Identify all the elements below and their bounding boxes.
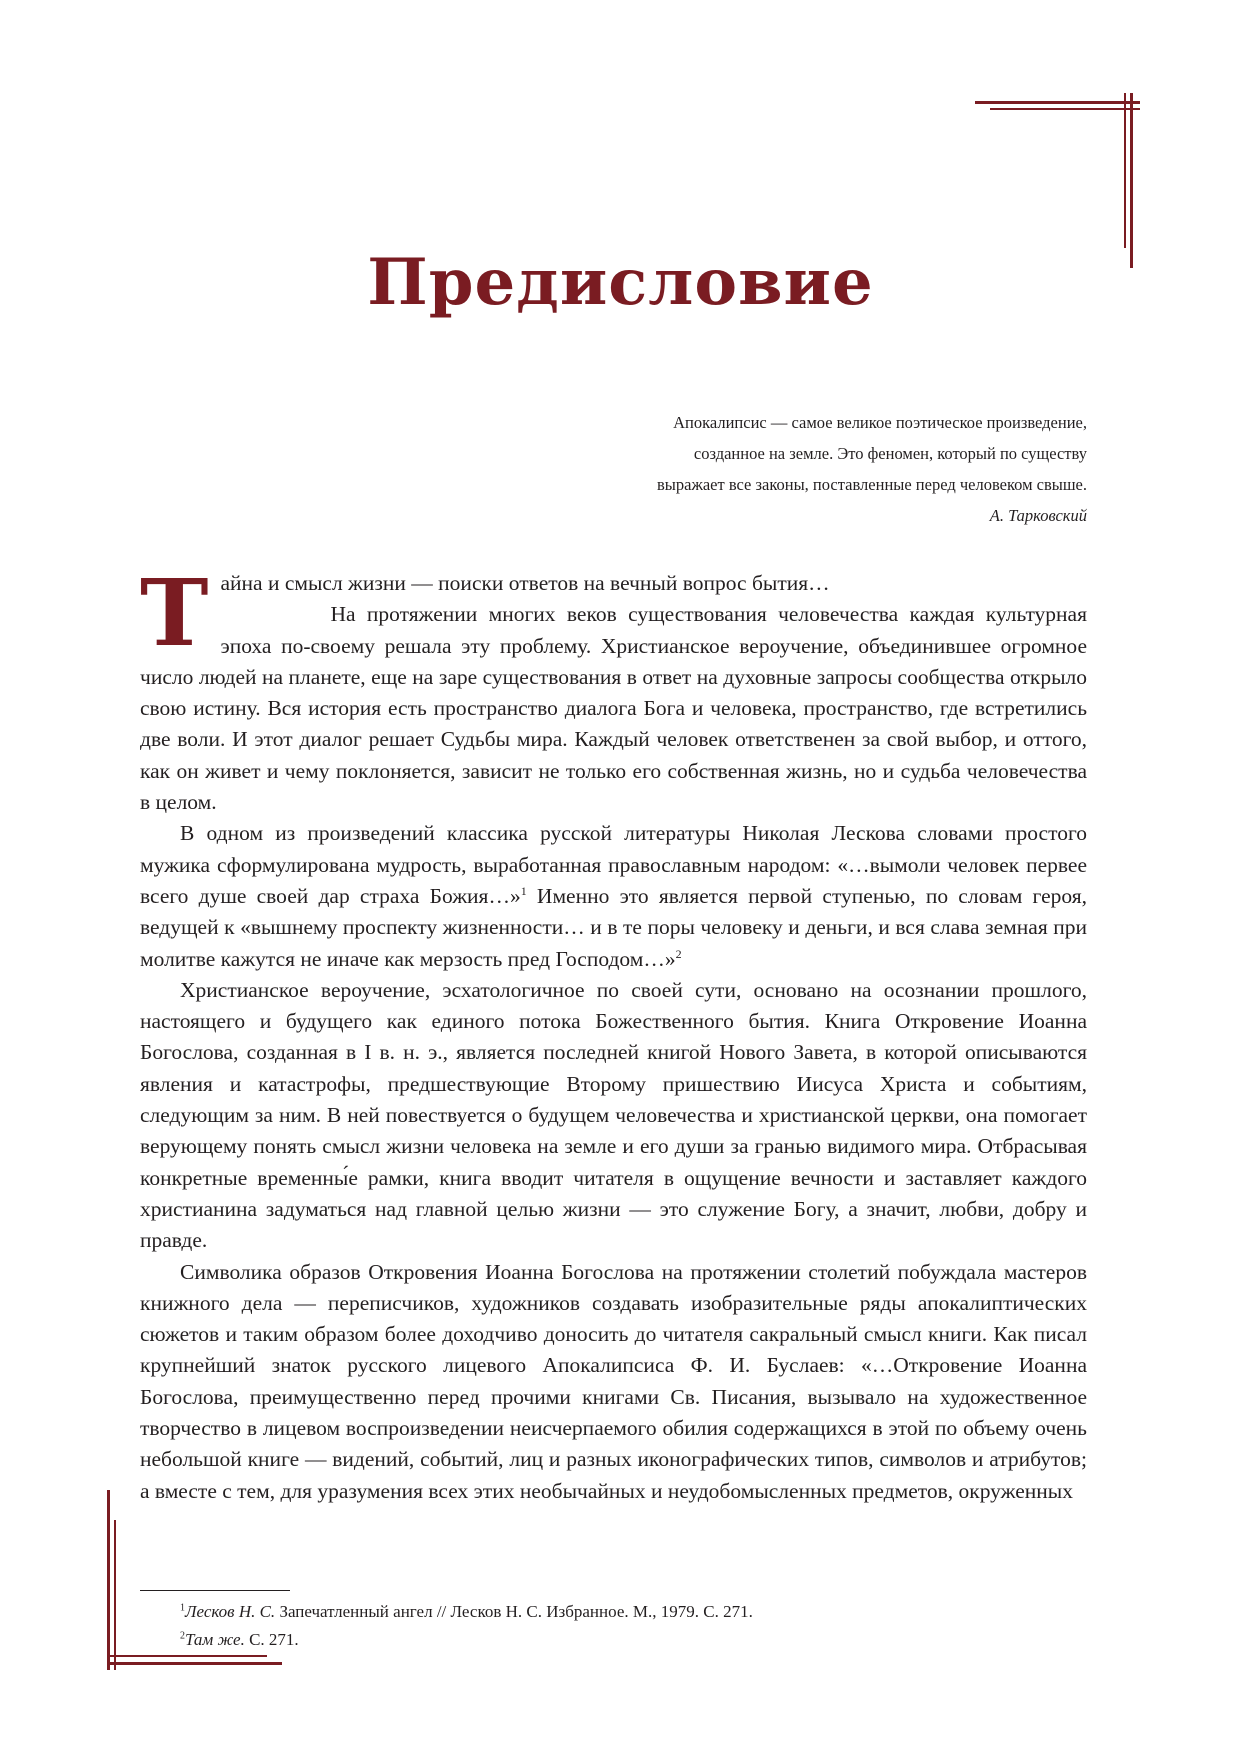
- epigraph-author: А. Тарковский: [989, 506, 1087, 525]
- epigraph-line-3: выражает все законы, поставленные перед человеком свыше.: [657, 475, 1087, 494]
- paragraph-1: [140, 559, 1087, 818]
- epigraph-line-2: созданное на земле. Это феномен, который по существу: [693, 444, 1087, 463]
- footnote-1-author: Лесков Н. С.: [185, 1602, 276, 1621]
- drop-cap: Т: [140, 559, 209, 667]
- paragraph-1-rest: На протяжении многих веков существования человечества каждая культурная эпоха по-своему решала эту проблему. Христианское вероучение, объединившее огромное число людей на планете, еще на заре существования в ответ на духовные запросы сообщества открыло свою истину. Вся история есть пространство диалога Бога и человека, пространство, где встретились две воли. И этот диалог решает Судьбы мира. Каждый человек ответственен за свой выбор, и оттого, как он живет и чему поклоняется, зависит не только его собственная жизнь, но и судьба человечества в целом.: [140, 602, 1087, 815]
- corner-ornament-top-right-h2: [990, 108, 1140, 110]
- paragraph-2: [140, 818, 1087, 974]
- footnote-1-text: Запечатленный ангел // Лесков Н. С. Избранное. М., 1979. С. 271.: [275, 1602, 753, 1621]
- corner-ornament-bottom-left-v2: [114, 1520, 116, 1670]
- epigraph-line-1: Апокалипсис — самое великое поэтическое произведение,: [673, 413, 1087, 432]
- paragraph-2-part-b: Именно это является первой ступенью, по словам героя, ведущей к «вышнему проспекту жизненности… и в те поры человеку и деньги, и вся слава земная при молитве кажутся не иначе как мерзость пред Господом…»: [140, 883, 1087, 971]
- footnote-ref-2: 2: [675, 946, 682, 961]
- footnote-ref-1: 1: [520, 883, 527, 898]
- footnote-1: [180, 1602, 753, 1622]
- footnote-2-ibid: Там же.: [185, 1630, 245, 1649]
- corner-ornament-top-right-v1: [1124, 93, 1126, 248]
- footnote-separator: [140, 1590, 290, 1599]
- page-title: Предисловие: [367, 245, 874, 320]
- corner-ornament-top-right-h1: [975, 101, 1140, 104]
- paragraph-1-opening: айна и смысл жизни — поиски ответов на вечный вопрос бытия…: [220, 571, 830, 595]
- corner-ornament-bottom-left-h2: [107, 1662, 282, 1665]
- epigraph: [527, 407, 1087, 531]
- footnote-1-number: 1: [180, 1602, 185, 1614]
- footnote-2-text: С. 271.: [244, 1630, 299, 1649]
- corner-ornament-bottom-left-v1: [107, 1490, 110, 1670]
- corner-ornament-bottom-left-h1: [107, 1655, 267, 1657]
- footnote-2-number: 2: [180, 1630, 185, 1642]
- paragraph-2-part-a: В одном из произведений классика русской литературы Николая Лескова словами простого мужика сформулирована мудрость, выработанная православным народом: «…вымоли человек первее всего душе своей дар страха Божия…»: [140, 821, 1087, 908]
- body-text: [140, 559, 1087, 1507]
- footnote-2: [180, 1630, 299, 1650]
- corner-ornament-top-right-v2: [1130, 93, 1133, 268]
- paragraph-3: Христианское вероучение, эсхатологичное по своей сути, основано на осознании прошлого, настоящего и будущего как единого потока Божественного бытия. Книга Откровение Иоанна Богослова, созданная в I в. н. э., является последней книгой Нового Завета, в которой описываются явления и катастрофы, предшествующие Второму пришествию Иисуса Христа и событиям, следующим за ним. В ней повествуется о будущем человечества и христианской церкви, она помогает верующему понять смысл жизни человека на земле и его души за гранью видимого мира. Отбрасывая конкретные временны́е рамки, книга вводит читателя в ощущение вечности и заставляет каждого христианина задуматься над главной целью жизни — это служение Богу, а значит, любви, добру и правде.: [140, 977, 1087, 1253]
- paragraph-4: Символика образов Откровения Иоанна Богослова на протяжении столетий побуждала мастеров книжного дела — переписчиков, художников создавать изобразительные ряды апокалиптических сюжетов и таким образом более доходчиво доносить до читателя сакральный смысл книги. Как писал крупнейший знаток русского лицевого Апокалипсиса Ф. И. Буслаев: «…Откровение Иоанна Богослова, преимущественно перед прочими книгами Св. Писания, вызывало на художественное творчество в лицевом воспроизведении неисчерпаемого обилия содержащихся в этой по объему очень небольшой книге — видений, событий, лиц и разных иконографических типов, символов и атрибутов; а вместе с тем, для уразумения всех этих необычайных и неудобомысленных предметов, окруженных: [140, 1259, 1087, 1503]
